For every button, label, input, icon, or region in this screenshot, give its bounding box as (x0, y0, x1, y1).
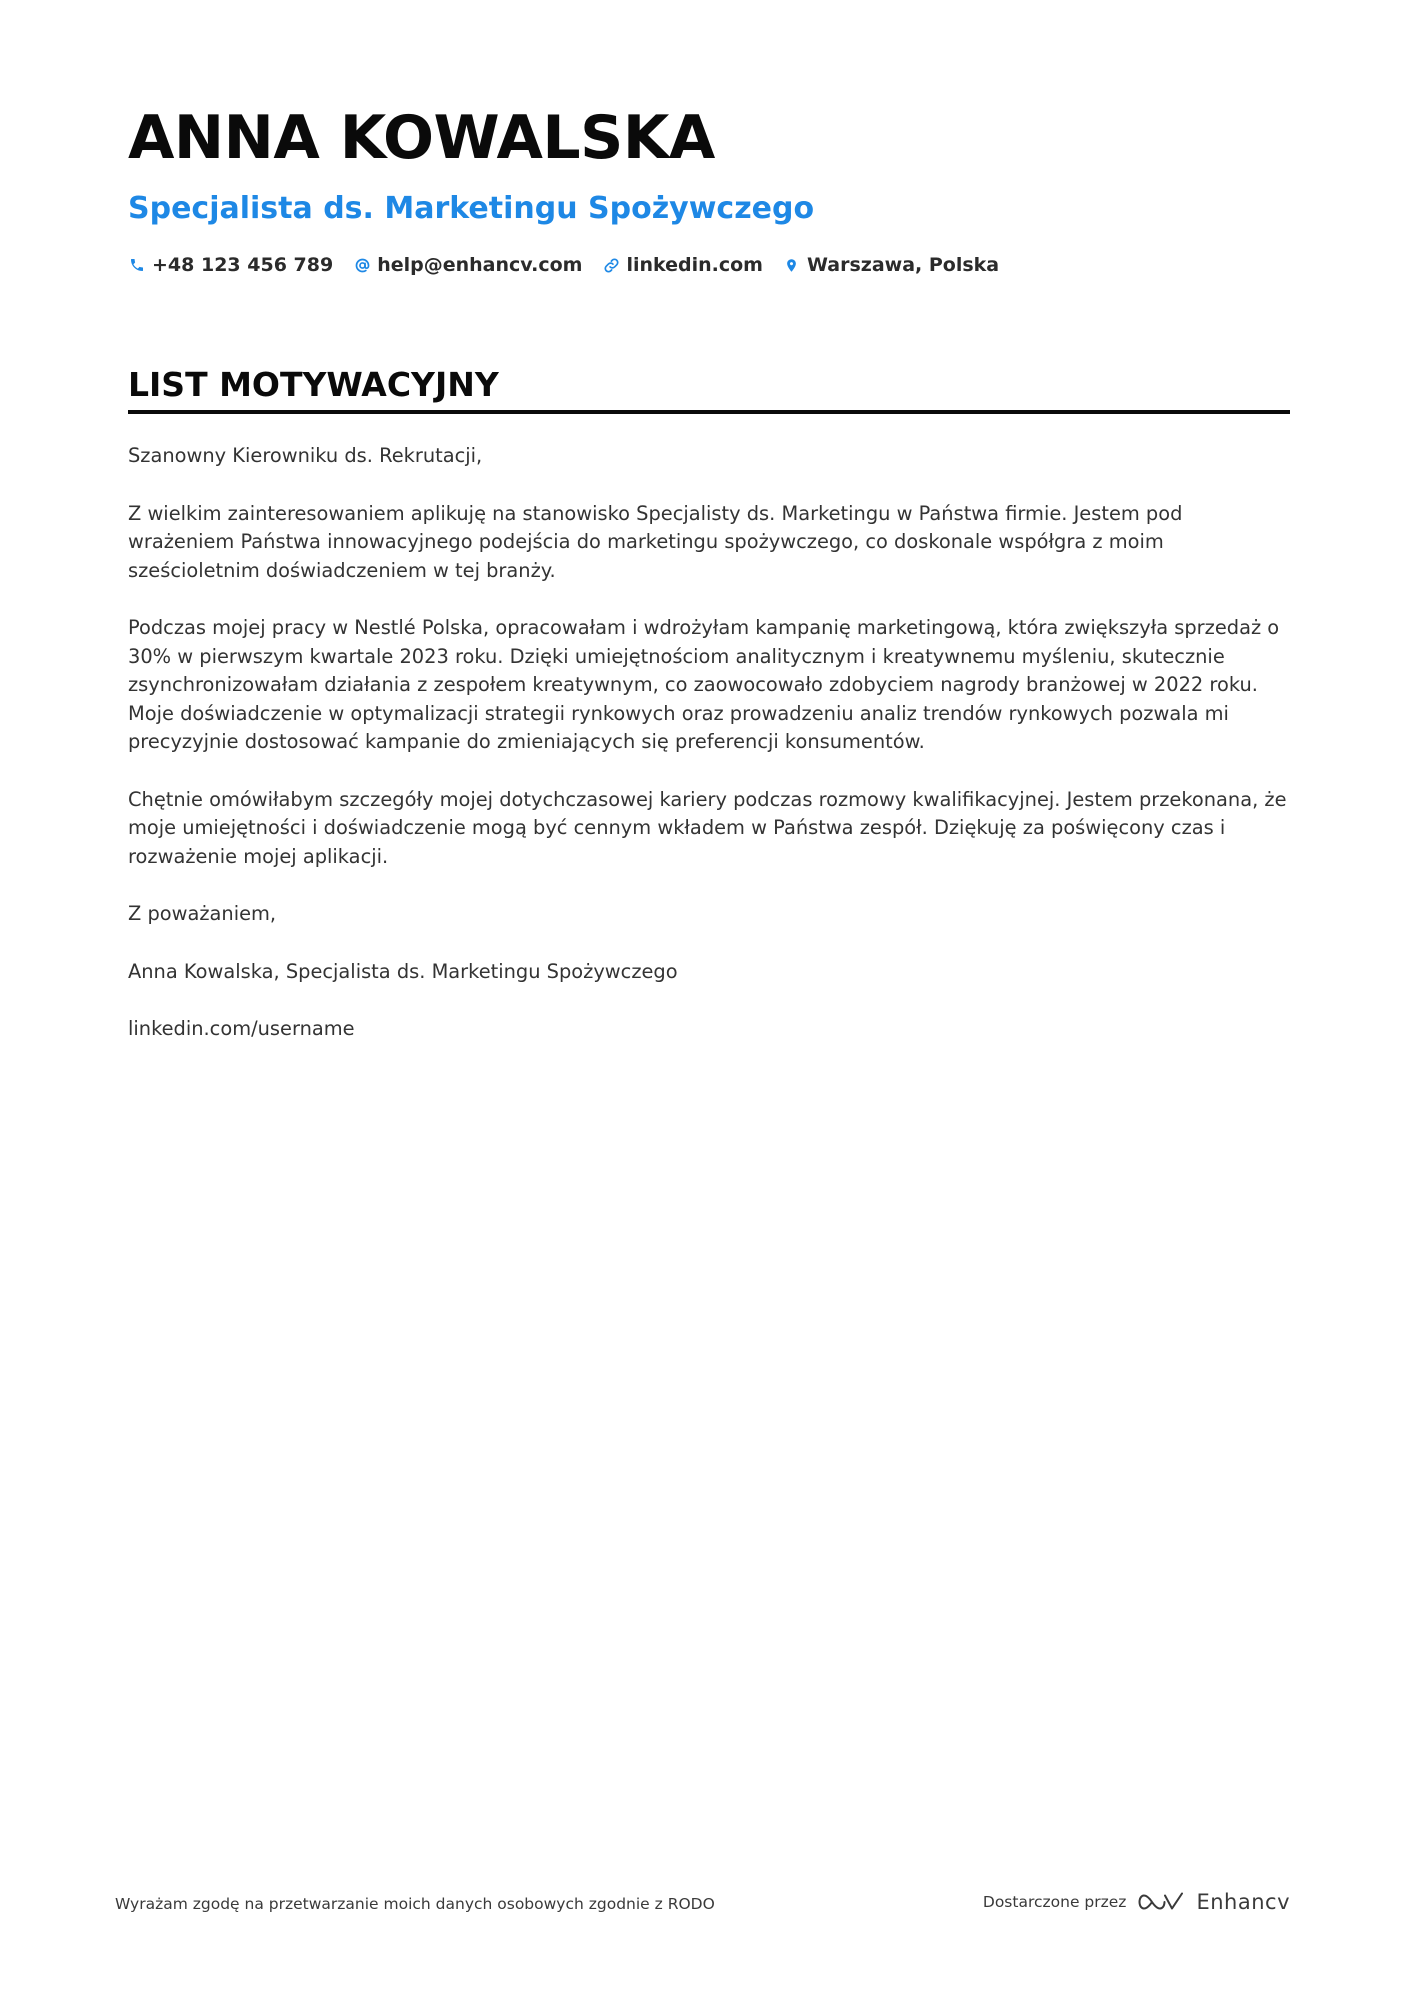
contact-location (783, 254, 999, 276)
enhancv-logo-icon (1138, 1890, 1184, 1914)
letter-signature: Anna Kowalska, Specjalista ds. Marketingu Spożywczego (128, 959, 678, 983)
phone-icon (128, 256, 146, 274)
letter-paragraph: Z wielkim zainteresowaniem aplikuję na stanowisko Specjalisty ds. Marketingu w Państwa firmie. Jestem pod wrażeniem Państwa innowacyjnego podejścia do marketingu spożywczego, co doskonale współgra z moim sześcioletnim doświadczeniem w tej branży. (128, 501, 1183, 582)
powered-by-label: Dostarczone przez (982, 1893, 1127, 1911)
linkedin-link[interactable]: linkedin.com (626, 254, 763, 276)
location-pin-icon (783, 256, 801, 274)
section-title: LIST MOTYWACYJNY (128, 365, 499, 404)
job-title: Specjalista ds. Marketingu Spożywczego (128, 191, 815, 226)
email-address[interactable]: help@enhancv.com (377, 254, 583, 276)
contact-phone (128, 254, 333, 276)
location-text: Warszawa, Polska (806, 254, 1000, 276)
contact-bar (128, 254, 1019, 276)
link-icon (602, 256, 620, 274)
contact-linkedin (602, 254, 763, 276)
letter-body (128, 442, 1292, 1073)
powered-by (983, 1890, 1290, 1914)
at-icon (353, 256, 371, 274)
consent-note: Wyrażam zgodę na przetwarzanie moich danych osobowych zgodnie z RODO (115, 1895, 715, 1913)
section-divider (128, 410, 1290, 414)
letter-closing: Z poważaniem, (128, 902, 277, 925)
brand-name[interactable]: Enhancv (1196, 1890, 1290, 1914)
letter-greeting: Szanowny Kierowniku ds. Rekrutacji, (128, 444, 483, 467)
candidate-name: ANNA KOWALSKA (128, 103, 715, 173)
profile-link[interactable]: linkedin.com/username (128, 1017, 355, 1040)
letter-paragraph: Chętnie omówiłabym szczegóły mojej dotychczasowej kariery podczas rozmowy kwalifikacyjnej. Jestem przekonana, że moje umiejętności i doświadczenie mogą być cennym wkładem w Państwa zespół. Dziękuję za poświęcony czas i rozważenie mojej aplikacji. (128, 787, 1287, 868)
contact-email (353, 254, 582, 276)
letter-paragraph: Podczas mojej pracy w Nestlé Polska, opracowałam i wdrożyłam kampanię marketingową, która zwiększyła sprzedaż o 30% w pierwszym kwartale 2023 roku. Dzięki umiejętnościom analitycznym i kreatywnemu myśleniu, skutecznie zsynchronizowałam działania z zespołem kreatywnym, co zaowocowało zdobyciem nagrody branżowej w 2022 roku. Moje doświadczenie w optymalizacji strategii rynkowych oraz prowadzeniu analiz trendów rynkowych pozwala mi precyzyjnie dostosować kampanie do zmieniających się preferencji konsumentów. (128, 616, 1280, 753)
phone-number[interactable]: +48 123 456 789 (152, 254, 334, 276)
